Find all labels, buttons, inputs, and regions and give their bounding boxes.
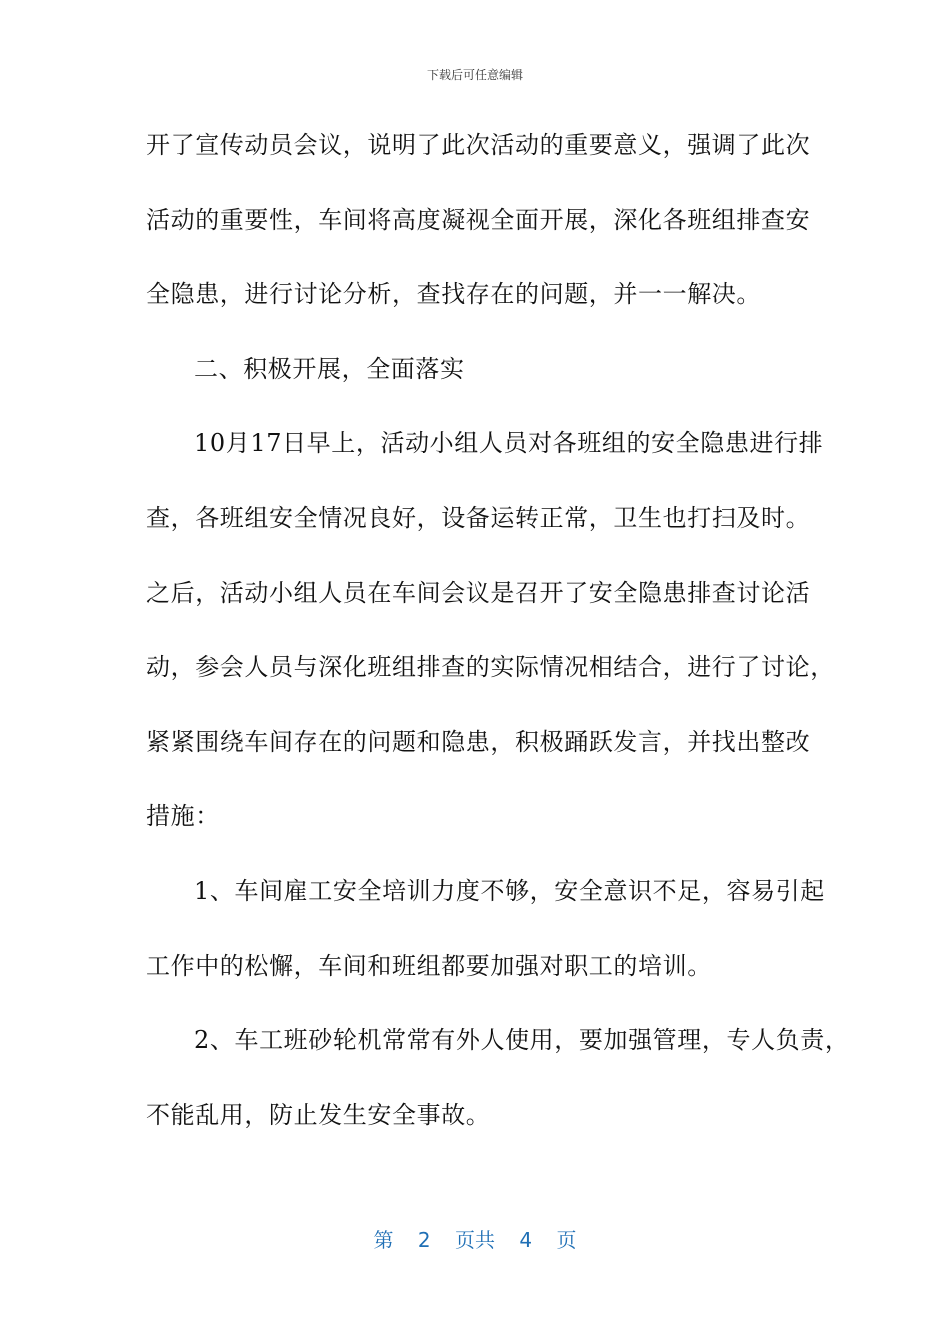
- total-pages-number: 4: [519, 1228, 533, 1252]
- list-item-line: 2、车工班砂轮机常常有外人使用，要加强管理，专人负责，: [194, 1026, 850, 1055]
- paragraph-line: 查，各班组安全情况良好，设备运转正常，卫生也打扫及时。: [146, 503, 811, 532]
- list-item-line: 工作中的松懈，车间和班组都要加强对职工的培训。: [146, 951, 712, 980]
- page-footer: [0, 1224, 950, 1253]
- paragraph-line: 动，参会人员与深化班组排查的实际情况相结合，进行了讨论，: [146, 653, 835, 682]
- paragraph-line: 开了宣传动员会议，说明了此次活动的重要意义，强调了此次: [146, 131, 811, 159]
- footer-middle: 页共: [455, 1228, 495, 1252]
- paragraph-line: 措施：: [146, 802, 220, 831]
- page-header: 下载后可任意编辑: [426, 68, 523, 82]
- current-page-number: 2: [417, 1228, 431, 1252]
- document-body: [146, 122, 850, 1166]
- list-item-line: 不能乱用，防止发生安全事故。: [146, 1100, 491, 1129]
- paragraph-line: 全隐患，进行讨论分析，查找存在的问题，并一一解决。: [146, 280, 761, 309]
- paragraph-line: 10月17日早上，活动小组人员对各班组的安全隐患进行排: [194, 429, 824, 458]
- paragraph-line: 之后，活动小组人员在车间会议是召开了安全隐患排查讨论活: [146, 578, 811, 607]
- footer-suffix: 页: [556, 1228, 577, 1252]
- section-heading: 二、积极开展，全面落实: [194, 354, 465, 383]
- list-item-line: 1、车间雇工安全培训力度不够，安全意识不足，容易引起: [194, 876, 825, 905]
- paragraph-line: 活动的重要性，车间将高度凝视全面开展，深化各班组排查安: [146, 205, 811, 234]
- paragraph-line: 紧紧围绕车间存在的问题和隐患，积极踊跃发言，并找出整改: [146, 727, 811, 756]
- footer-prefix: 第: [373, 1228, 394, 1252]
